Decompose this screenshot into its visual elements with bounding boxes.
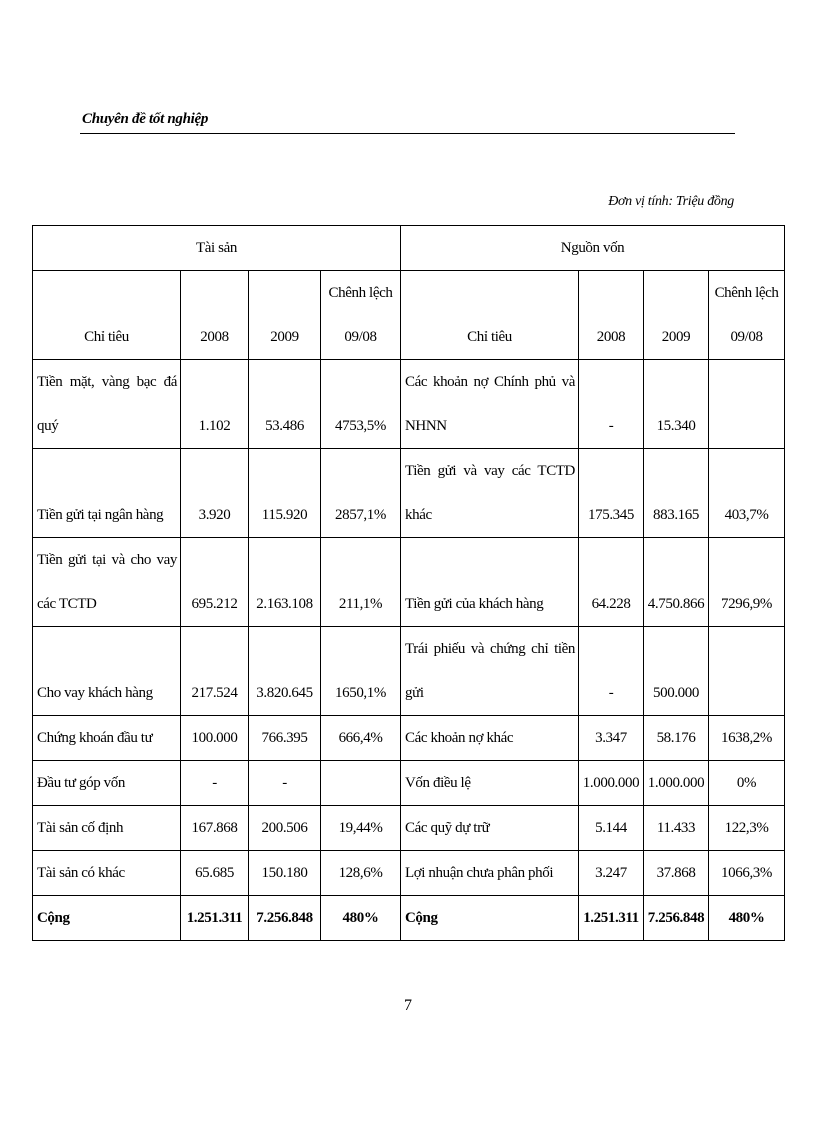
col-2008-header: 2008 (579, 271, 644, 360)
source-2009: 37.868 (644, 851, 709, 896)
source-diff: 7296,9% (709, 538, 785, 627)
asset-2008: 695.212 (181, 538, 249, 627)
source-2009: 500.000 (644, 627, 709, 716)
asset-label: Tiền mặt, vàng bạc đá quý (33, 360, 181, 449)
page-number: 7 (404, 997, 412, 1014)
total-source-2008: 1.251.311 (579, 896, 644, 941)
source-2008: 3.247 (579, 851, 644, 896)
source-label: Các khoản nợ khác (401, 716, 579, 761)
asset-2009: 200.506 (249, 806, 321, 851)
total-asset-2008: 1.251.311 (181, 896, 249, 941)
asset-2009: 115.920 (249, 449, 321, 538)
asset-label: Chứng khoán đầu tư (33, 716, 181, 761)
asset-2008: 1.102 (181, 360, 249, 449)
source-diff (709, 627, 785, 716)
source-2009: 1.000.000 (644, 761, 709, 806)
asset-2009: 3.820.645 (249, 627, 321, 716)
asset-2009: 150.180 (249, 851, 321, 896)
source-label: Tiền gửi và vay các TCTD khác (401, 449, 579, 538)
asset-diff: 128,6% (321, 851, 401, 896)
asset-diff: 19,44% (321, 806, 401, 851)
asset-label: Cho vay khách hàng (33, 627, 181, 716)
asset-label: Tiền gửi tại và cho vay các TCTD (33, 538, 181, 627)
unit-note: Đơn vị tính: Triệu đồng (608, 194, 734, 209)
asset-diff: 666,4% (321, 716, 401, 761)
source-label: Các khoản nợ Chính phủ và NHNN (401, 360, 579, 449)
asset-diff (321, 761, 401, 806)
source-diff: 403,7% (709, 449, 785, 538)
total-source-label: Cộng (401, 896, 579, 941)
asset-2008: 100.000 (181, 716, 249, 761)
asset-2008: - (181, 761, 249, 806)
total-asset-diff: 480% (321, 896, 401, 941)
table-row (33, 449, 785, 538)
asset-2009: - (249, 761, 321, 806)
document-header-title: Chuyên đề tốt nghiệp (82, 111, 209, 127)
source-label: Các quỹ dự trữ (401, 806, 579, 851)
asset-2008: 65.685 (181, 851, 249, 896)
source-diff: 1066,3% (709, 851, 785, 896)
col-2009-header: 2009 (644, 271, 709, 360)
source-diff (709, 360, 785, 449)
table-row (33, 761, 785, 806)
asset-2008: 167.868 (181, 806, 249, 851)
source-2008: 5.144 (579, 806, 644, 851)
source-2009: 58.176 (644, 716, 709, 761)
asset-diff: 1650,1% (321, 627, 401, 716)
table-row (33, 627, 785, 716)
asset-diff: 4753,5% (321, 360, 401, 449)
table-row (33, 806, 785, 851)
source-diff: 1638,2% (709, 716, 785, 761)
source-2008: - (579, 627, 644, 716)
asset-label: Đầu tư góp vốn (33, 761, 181, 806)
total-asset-label: Cộng (33, 896, 181, 941)
source-diff: 0% (709, 761, 785, 806)
table-row (33, 360, 785, 449)
source-2008: - (579, 360, 644, 449)
column-header-row (33, 271, 785, 360)
table-body (33, 360, 785, 896)
source-label: Vốn điều lệ (401, 761, 579, 806)
asset-2009: 766.395 (249, 716, 321, 761)
asset-2009: 2.163.108 (249, 538, 321, 627)
asset-2008: 3.920 (181, 449, 249, 538)
asset-label: Tài sản cố định (33, 806, 181, 851)
total-source-2009: 7.256.848 (644, 896, 709, 941)
table-row (33, 851, 785, 896)
source-2009: 883.165 (644, 449, 709, 538)
asset-2009: 53.486 (249, 360, 321, 449)
col-diff-header: Chênh lệch 09/08 (709, 271, 785, 360)
source-2008: 64.228 (579, 538, 644, 627)
source-2009: 4.750.866 (644, 538, 709, 627)
source-2008: 1.000.000 (579, 761, 644, 806)
col-2008-header: 2008 (181, 271, 249, 360)
col-diff-header: Chênh lệch 09/08 (321, 271, 401, 360)
source-label: Tiền gửi của khách hàng (401, 538, 579, 627)
source-label: Lợi nhuận chưa phân phối (401, 851, 579, 896)
group-header-row (33, 226, 785, 271)
source-2008: 175.345 (579, 449, 644, 538)
source-2009: 15.340 (644, 360, 709, 449)
source-2009: 11.433 (644, 806, 709, 851)
col-2009-header: 2009 (249, 271, 321, 360)
asset-label: Tài sản có khác (33, 851, 181, 896)
table-row (33, 716, 785, 761)
source-diff: 122,3% (709, 806, 785, 851)
group-assets-header: Tài sản (33, 226, 401, 271)
total-row (33, 896, 785, 941)
col-indicator-header: Chỉ tiêu (401, 271, 579, 360)
total-asset-2009: 7.256.848 (249, 896, 321, 941)
header-rule (80, 133, 735, 134)
asset-label: Tiền gửi tại ngân hàng (33, 449, 181, 538)
asset-diff: 211,1% (321, 538, 401, 627)
total-source-diff: 480% (709, 896, 785, 941)
asset-diff: 2857,1% (321, 449, 401, 538)
source-label: Trái phiếu và chứng chỉ tiền gửi (401, 627, 579, 716)
group-sources-header: Nguồn vốn (401, 226, 785, 271)
table-row (33, 538, 785, 627)
balance-sheet-table (32, 225, 785, 941)
asset-2008: 217.524 (181, 627, 249, 716)
col-indicator-header: Chỉ tiêu (33, 271, 181, 360)
source-2008: 3.347 (579, 716, 644, 761)
